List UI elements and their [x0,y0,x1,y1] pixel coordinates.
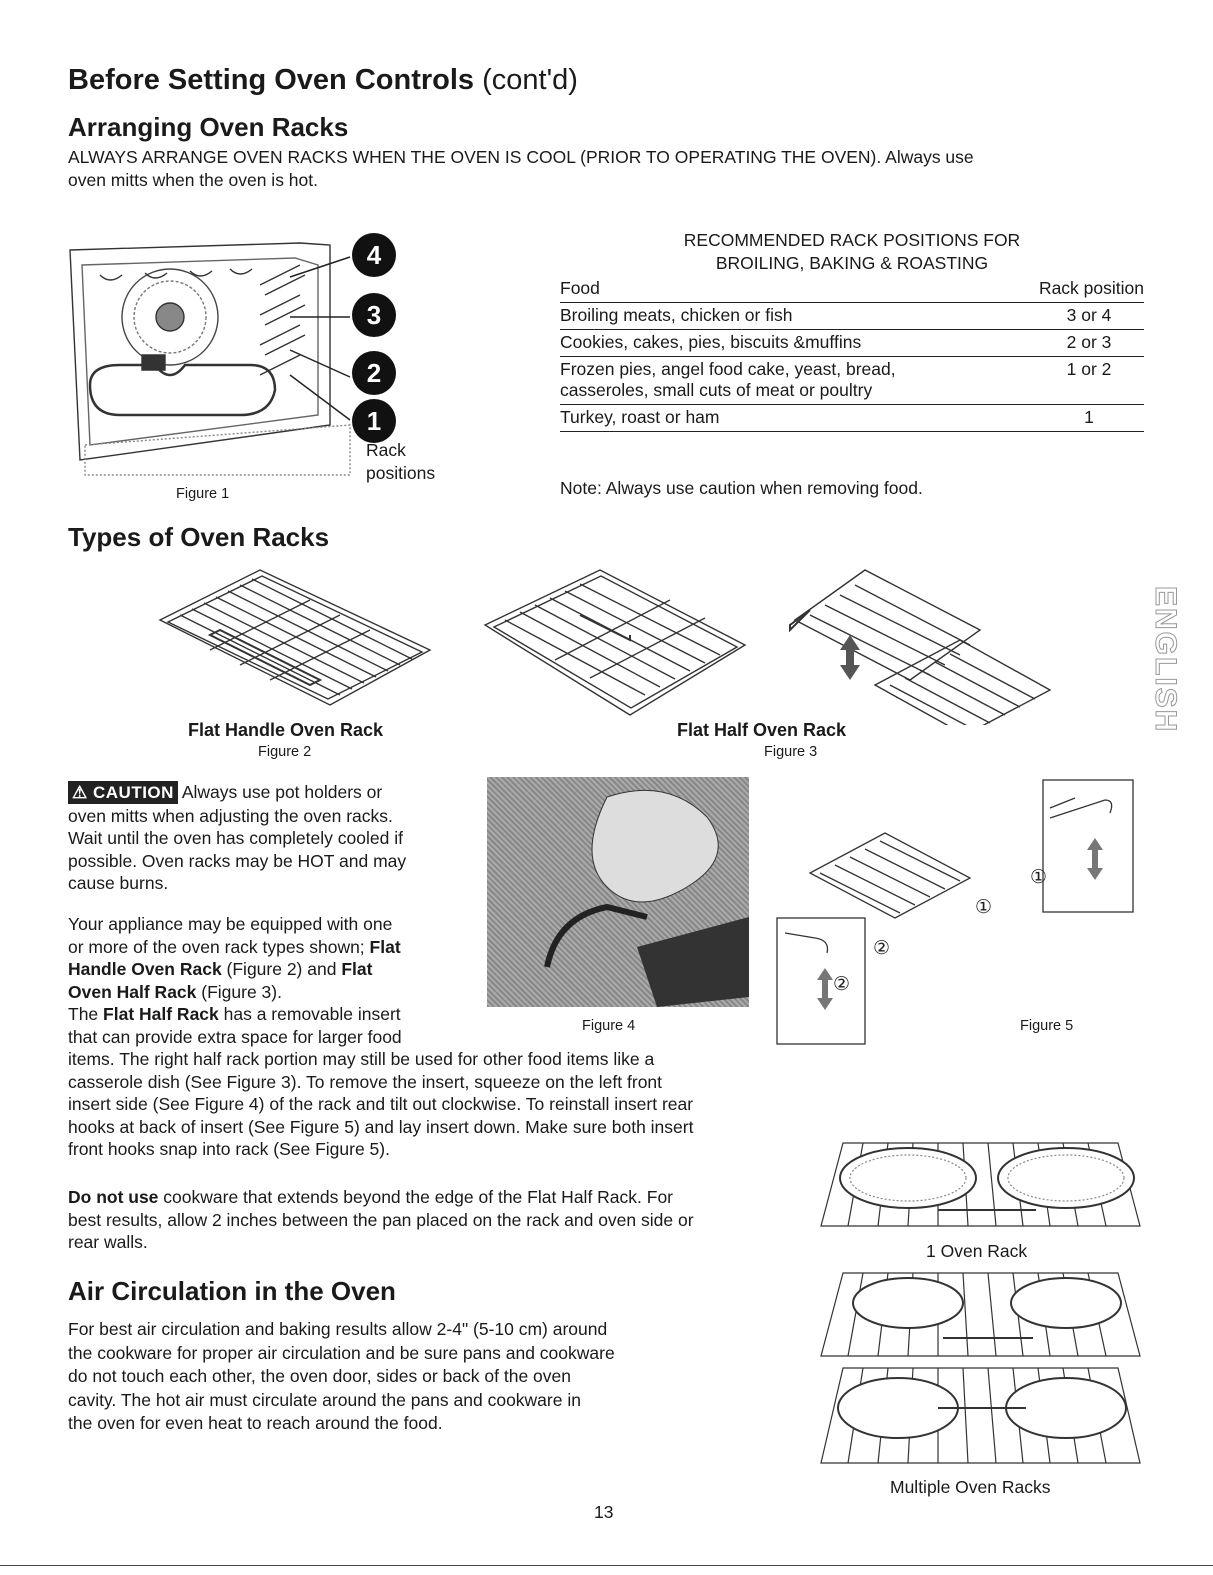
equipped-line-9: insert side (See Figure 4) of the rack and tilt out clockwise. To reinstall insert rear [68,1094,694,1114]
page-title-main: Before Setting Oven Controls [68,64,475,96]
text-run-bold: Flat Half Rack [103,1004,219,1024]
circled-2-rack: ② [873,938,891,959]
page-title [68,64,578,97]
table-row [560,303,1144,330]
text-run-bold: Do not use [68,1187,159,1207]
caution-badge [68,781,178,804]
rack-position-2: 2 [366,358,382,388]
figure-2-title: Flat Handle Oven Rack [188,720,384,740]
flat-handle-rack-illustration [150,560,440,720]
table-cell-position: 1 or 2 [1034,357,1144,405]
text-run: cookware that extends beyond the edge of the Flat Half Rack. For [158,1187,674,1207]
table-row [560,357,1144,405]
figure-1-caption: Figure 1 [176,486,230,502]
do-not-use-line-2: best results, allow 2 inches between the pan placed on the rack and oven side or [68,1209,694,1230]
table-cell-food: Turkey, roast or ham [560,405,1034,432]
text-run-bold: Oven Half Rack [68,981,197,1002]
rack-position-1: 1 [366,406,382,436]
figure-2-caption: Figure 2 [258,744,312,760]
do-not-use-line-1 [68,1186,798,1209]
one-oven-rack-illustration [818,1138,1143,1236]
figure-3-title: Flat Half Oven Rack [677,720,847,740]
page-title-suffix: (cont'd) [482,64,578,96]
text-run: (Figure 2) and [221,959,342,979]
equipped-line-11: front hooks snap into rack (See Figure 5). [68,1139,390,1159]
air-line-3: do not touch each other, the oven door, sides or back of the oven [68,1366,571,1386]
table-cell-food: Broiling meats, chicken or fish [560,303,1034,330]
table-row [560,405,1144,432]
text-run: The [68,1004,104,1024]
rack-table-title-2: BROILING, BAKING & ROASTING [715,252,989,273]
circled-1-rack: ① [975,897,993,918]
circled-1-top: ① [1030,867,1048,888]
column-header-food: Food [560,278,600,298]
caution-line-2: oven mitts when adjusting the oven racks. [68,805,393,826]
multiple-oven-racks-illustration [818,1268,1143,1473]
air-line-2: the cookware for proper air circulation and be sure pans and cookware [68,1342,615,1363]
figure-3-caption: Figure 3 [764,744,818,760]
equipped-line-10: hooks at back of insert (See Figure 5) and lay insert down. Make sure both insert [68,1116,694,1137]
rack-label-2: positions [366,463,436,483]
figure-5-caption: Figure 5 [1020,1018,1074,1034]
table-cell-position: 1 [1034,405,1144,432]
equipped-line-1: Your appliance may be equipped with one [68,914,393,934]
rack-positions-table [560,276,1144,432]
rack-positions-label [366,439,435,485]
caution-line-3: Wait until the oven has completely cooled if [68,828,403,848]
caution-line-1: Always use pot holders or [181,782,383,802]
rack-position-markers [352,233,396,443]
table-cell-position: 3 or 4 [1034,303,1144,330]
equipped-line-7: items. The right half rack portion may still be used for other food items like a [68,1049,655,1069]
page-number: 13 [594,1502,614,1522]
lift-arrow-icon [840,635,860,680]
table-cell-food: Cookies, cakes, pies, biscuits &muffins [560,330,1034,357]
table-cell-food [560,357,1034,405]
one-oven-rack-caption: 1 Oven Rack [926,1241,1028,1261]
table-cell-food-line1: Frozen pies, angel food cake, yeast, bread, [560,359,896,379]
text-run: or more of the oven rack types shown; [68,936,370,957]
text-run: has a removable insert [218,1004,401,1024]
oven-interior-figure [60,225,410,495]
do-not-use-line-3: rear walls. [68,1232,148,1252]
caution-line-5: cause burns. [68,873,169,893]
text-run-bold: Handle Oven Rack [68,959,222,979]
air-line-1: For best air circulation and baking results allow 2-4" (5-10 cm) around [68,1319,608,1339]
rack-position-4: 4 [366,240,382,270]
flat-half-rack-illustration [480,550,1060,725]
circled-2-inset: ② [833,974,851,995]
air-line-5: the oven for even heat to reach around the food. [68,1413,443,1433]
column-header-position: Rack position [1038,278,1144,298]
rack-label-1: Rack [366,440,406,460]
air-line-4: cavity. The hot air must circulate around the pans and cookware in [68,1389,581,1410]
figure-5-illustration [775,778,1140,1048]
hand-squeezing-insert-illustration [487,777,749,1007]
table-row [560,330,1144,357]
arranging-text [68,146,1148,191]
text-run: (Figure 3). [196,981,282,1002]
air-circulation-paragraph [68,1318,788,1436]
text-run-bold: Flat [369,936,401,957]
rack-position-3: 3 [366,300,382,330]
do-not-use-paragraph [68,1186,798,1254]
arranging-line-2: oven mitts when the oven is hot. [68,169,318,190]
arranging-line-1: ALWAYS ARRANGE OVEN RACKS WHEN THE OVEN IS COOL (PRIOR TO OPERATING THE OVEN). Always use [68,147,974,167]
rack-table-title-1: RECOMMENDED RACK POSITIONS FOR [683,230,1021,250]
caution-line-4: possible. Oven racks may be HOT and may [68,850,407,871]
caution-block [68,781,468,895]
table-cell-food-line2: casseroles, small cuts of meat or poultry [560,380,873,400]
table-note: Note: Always use caution when removing food. [560,478,923,498]
rack-table-title [560,229,1144,274]
table-header-row [560,276,1144,303]
equipped-line-8: casserole dish (See Figure 3). To remove the insert, squeeze on the left front [68,1071,663,1092]
figure-4-caption: Figure 4 [582,1018,636,1034]
arranging-heading: Arranging Oven Racks [68,112,349,142]
types-heading: Types of Oven Racks [68,522,330,552]
bottom-divider [0,1565,1213,1566]
caution-badge-label: CAUTION [92,783,174,802]
air-circulation-heading: Air Circulation in the Oven [68,1276,396,1306]
text-run-bold: Flat [341,959,373,979]
language-side-tab: ENGLISH [1149,586,1182,734]
table-cell-position: 2 or 3 [1034,330,1144,357]
warning-triangle-icon: ⚠ [72,783,88,802]
figure-4-photo [487,777,749,1007]
equipped-line-6: that can provide extra space for larger food [68,1026,402,1047]
multiple-oven-racks-caption: Multiple Oven Racks [890,1477,1051,1497]
insert-arrow-icons [817,838,1103,1010]
